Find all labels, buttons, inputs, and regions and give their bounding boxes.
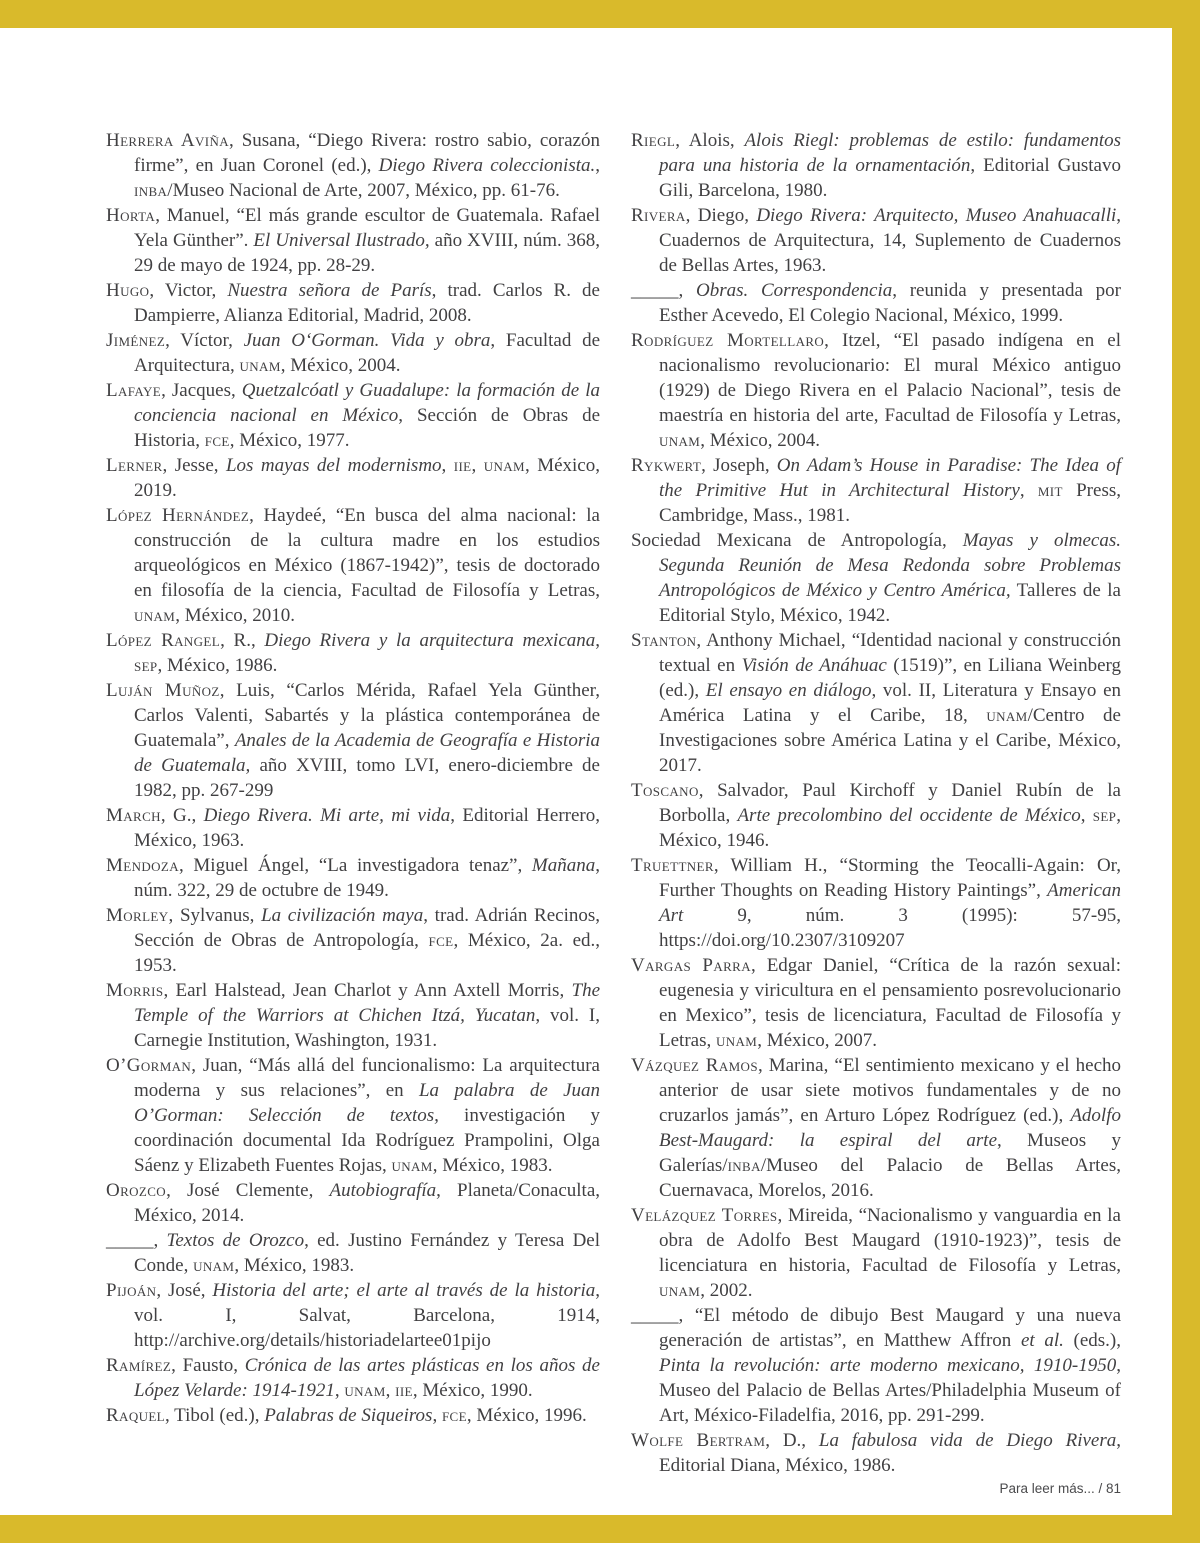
bib-author: Morley — [106, 905, 169, 926]
bib-title: La palabra de Juan O’Gorman: Selección de textos, — [134, 1080, 600, 1126]
bib-entry — [631, 328, 1121, 453]
bib-author: Rivera — [631, 205, 686, 226]
bib-entry — [631, 853, 1121, 953]
bib-entry — [631, 628, 1121, 778]
bib-author: Stanton — [631, 630, 697, 651]
bib-entry — [106, 628, 600, 678]
bib-author: fce — [441, 1405, 467, 1426]
bib-text: , Fausto, — [171, 1355, 245, 1376]
bib-text: , Earl Halstead, Jean Charlot y Ann Axtell Morris, — [163, 980, 572, 1001]
bib-entry — [631, 778, 1121, 853]
bib-author: Lafaye — [106, 380, 162, 401]
bib-entry — [106, 903, 600, 978]
bib-author: sep — [1092, 805, 1117, 826]
bib-author: unam — [483, 455, 525, 476]
bib-title: Pinta la revolución: arte moderno mexicano, 1910-1950 — [659, 1355, 1117, 1376]
bib-author: unam — [239, 355, 281, 376]
bib-author: iie — [453, 455, 472, 476]
bib-text: , México, 1996. — [466, 1405, 587, 1426]
bib-text: , México, 1986. — [157, 655, 278, 676]
bib-author: Horta — [106, 205, 156, 226]
bib-text: , Editorial Diana, México, 1986. — [659, 1430, 1121, 1476]
bib-author: fce — [204, 430, 230, 451]
bib-text: , Juan, “Más allá del funcionalismo: La arquitectura moderna y sus relaciones”, en — [134, 1055, 600, 1101]
bib-text: , trad. Adrián Recinos, Sección de Obras de Antropología, — [134, 905, 600, 951]
bib-text: , ed. Justino Fernández y Teresa Del Conde, — [134, 1230, 601, 1276]
bib-entry — [106, 203, 600, 278]
bib-text: , México, 2004. — [280, 355, 401, 376]
bib-text: , Mireida, “Nacionalismo y vanguardia en la obra de Adolfo Best Maugard (1910-1923)”, tesis de licenciatura en historia, Facultad de Filosofía y Letras, — [659, 1205, 1121, 1276]
bib-entry — [106, 378, 600, 453]
bib-entry — [106, 1278, 600, 1353]
bib-author: López Rangel — [106, 630, 221, 651]
bib-text: , Alois, — [675, 130, 745, 151]
bib-title: Historia del arte; el arte al través de la historia — [212, 1280, 596, 1301]
bib-entry — [631, 1428, 1121, 1478]
bib-entry — [631, 1203, 1121, 1303]
bib-title: Anales de la Academia de Geografía e Historia de Guatemala, — [134, 730, 600, 776]
bib-entry — [106, 128, 600, 203]
bib-text: , Joseph, — [701, 455, 777, 476]
bib-text: , R., — [220, 630, 265, 651]
bib-text: , — [385, 1380, 396, 1401]
bib-author: Luján Muñoz — [106, 680, 220, 701]
bib-text: , núm. 322, 29 de octubre de 1949. — [134, 855, 600, 901]
bib-entry — [106, 1178, 600, 1228]
bib-text: , México, 2007. — [757, 1030, 878, 1051]
bib-author: unam — [391, 1155, 433, 1176]
bib-title: Diego Rivera. Mi arte, mi vida — [203, 805, 451, 826]
bib-text: , vol. I, Salvat, Barcelona, 1914, http://archive.org/details/historiadelartee01pijo — [134, 1280, 600, 1351]
bib-text: año XVIII, tomo LVI, enero-diciembre de 1982, pp. 267-299 — [134, 755, 600, 801]
bib-author: inba — [134, 180, 168, 201]
bib-text: _____, “El método de dibujo Best Maugard y una nueva generación de artistas”, en Matthew Affron — [631, 1305, 1121, 1351]
bib-author: sep — [134, 655, 158, 676]
bib-text: , Marina, “El sentimiento mexicano y el hecho anterior de usar siete motivos fundamentales y de no cruzarlos jamás”, en Arturo López Rodríguez (ed.), — [659, 1055, 1121, 1126]
bib-title: Mañana — [531, 855, 596, 876]
bib-text: , Cuadernos de Arquitectura, 14, Suplemento de Cuadernos de Bellas Artes, 1963. — [659, 205, 1122, 276]
bib-author: unam — [715, 1030, 758, 1051]
bib-text: , — [1080, 805, 1093, 826]
bibliography — [106, 128, 1121, 1478]
bib-author: iie — [395, 1380, 413, 1401]
bib-title: Diego Rivera coleccionista. — [378, 155, 596, 176]
bib-entry — [106, 1353, 600, 1403]
bib-text: año XVIII, núm. 368, 29 de mayo de 1924, pp. 28-29. — [134, 230, 600, 276]
bibliography-column-left — [106, 128, 600, 1478]
bib-entry — [106, 1053, 600, 1178]
bib-text: , México, 1990. — [412, 1380, 533, 1401]
bib-author: Ramírez — [106, 1355, 172, 1376]
bib-entry — [106, 678, 600, 803]
bib-text: , Editorial Gustavo Gili, Barcelona, 1980. — [659, 155, 1121, 201]
bib-author: Pijoán — [106, 1280, 157, 1301]
bib-title: Los mayas del modernismo — [225, 455, 442, 476]
bib-entry — [106, 853, 600, 903]
bib-entry — [106, 328, 600, 378]
bib-text: (1519)”, en Liliana Weinberg (ed.), — [659, 655, 1122, 701]
bib-text: _____, — [631, 280, 696, 301]
bib-text: 9, núm. 3 (1995): 57-95, https://doi.org/10.2307/3109207 — [659, 905, 1121, 951]
bib-text: , vol. I, Carnegie Institution, Washington, 1931. — [134, 1005, 601, 1051]
bib-title: Diego Rivera y la arquitectura mexicana — [264, 630, 596, 651]
bib-entry — [631, 278, 1121, 328]
bib-text: /Centro de Investigaciones sobre América Latina y el Caribe, México, 2017. — [659, 705, 1121, 776]
bib-author: mit — [1037, 480, 1063, 501]
bib-text: , Haydeé, “En busca del alma nacional: la construcción de la cultura madre en los estudios arqueológicos en México (1867-1942)”, tesis de doctorado en filosofía de la ciencia, Facultad de Filosofía y Letras, — [134, 505, 600, 601]
bib-title: Adolfo Best-Maugard: la espiral del arte — [659, 1105, 1121, 1151]
bib-author: Raquel — [106, 1405, 165, 1426]
bib-author: Lerner — [106, 455, 163, 476]
bib-text: , Tibol (ed.), — [165, 1405, 265, 1426]
bib-author: Vázquez Ramos — [631, 1055, 758, 1076]
bib-author: unam — [134, 605, 176, 626]
bib-title: Juan O‘Gorman. Vida y obra — [243, 330, 491, 351]
bib-text: , Edgar Daniel, “Crítica de la razón sexual: eugenesia y viricultura en el pensamiento posrevolucionario en Mexico”, tesis de licenciatura, Facultad de Filosofía y Letras, — [659, 955, 1121, 1051]
bib-entry — [106, 978, 600, 1053]
bib-author: Velázquez Torres — [631, 1205, 778, 1226]
bib-text: , G., — [160, 805, 204, 826]
bib-text: , Facultad de Arquitectura, — [134, 330, 601, 376]
bib-entry — [631, 1053, 1121, 1203]
bib-text: , Miguel Ángel, “La investigadora tenaz”, — [179, 855, 532, 876]
bib-title: Quetzalcóatl y Guadalupe: la formación de la conciencia nacional en México — [134, 380, 600, 426]
bib-title: La civilización maya — [261, 905, 424, 926]
bib-entry — [106, 503, 600, 628]
bibliography-column-right — [631, 128, 1121, 1478]
bib-text: , José, — [156, 1280, 213, 1301]
bib-text: , — [1019, 480, 1038, 501]
bib-author: unam — [659, 430, 701, 451]
accent-band-top — [0, 0, 1200, 28]
bib-text: , Museos y Galerías/ — [659, 1130, 1121, 1176]
bib-text: , 2002. — [700, 1280, 753, 1301]
bib-title: Visión de Anáhuac — [741, 655, 887, 676]
bib-text: , México, 1977. — [229, 430, 350, 451]
bib-author: Herrera Aviña — [106, 130, 230, 151]
bib-text: /Museo del Palacio de Bellas Artes, Cuernavaca, Morelos, 2016. — [659, 1155, 1121, 1201]
footer-text: Para leer más... / 81 — [999, 1481, 1121, 1496]
bib-author: O’Gorman — [106, 1055, 192, 1076]
bib-entry — [106, 803, 600, 853]
bib-text: , William H., “Storming the Teocalli-Again: Or, Further Thoughts on Reading History Paintings”, — [659, 855, 1121, 901]
bib-text: , Susana, “Diego Rivera: rostro sabio, corazón firme”, en Juan Coronel (ed.), — [134, 130, 600, 176]
bib-text: , — [334, 1380, 345, 1401]
bib-entry — [106, 1228, 600, 1278]
bib-text: , reunida y presentada por Esther Acevedo, El Colegio Nacional, México, 1999. — [659, 280, 1121, 326]
bib-author: unam — [193, 1255, 235, 1276]
bib-text: , Jesse, — [162, 455, 226, 476]
bib-text: , Anthony Michael, “Identidad nacional y construcción textual en — [659, 630, 1121, 676]
page-footer — [999, 1481, 1121, 1496]
accent-band-right — [1172, 0, 1200, 1543]
bib-text: Sociedad Mexicana de Antropología, — [631, 530, 963, 551]
bib-author: Jiménez — [106, 330, 166, 351]
bib-entry — [631, 453, 1121, 528]
bib-title: El ensayo en diálogo — [705, 680, 872, 701]
bib-entry — [631, 128, 1121, 203]
bib-text: (eds.), — [1063, 1330, 1122, 1351]
bib-author: Toscano — [631, 780, 699, 801]
bib-author: Rykwert — [631, 455, 702, 476]
bib-author: López Hernández — [106, 505, 250, 526]
bib-text: , México, 1946. — [659, 805, 1121, 851]
bib-title: Nuestra señora de París — [227, 280, 432, 301]
bib-text: , Museo del Palacio de Bellas Artes/Philadelphia Museum of Art, México-Filadelfia, 2016, pp. 291-299. — [659, 1355, 1121, 1426]
bib-title: La fabulosa vida de Diego Rivera — [818, 1430, 1117, 1451]
bib-title: Crónica de las artes plásticas en los años de López Velarde: 1914-1921 — [134, 1355, 600, 1401]
bib-text: Press, Cambridge, Mass., 1981. — [659, 480, 1121, 526]
bib-author: Riegl — [631, 130, 676, 151]
accent-band-bottom — [0, 1515, 1200, 1543]
bib-title: et al. — [1020, 1330, 1064, 1351]
bib-title: American Art — [659, 880, 1121, 926]
bib-title: Palabras de Siqueiros — [264, 1405, 433, 1426]
bib-author: Mendoza — [106, 855, 179, 876]
bib-author: Truettner — [631, 855, 714, 876]
bib-text: , D., — [765, 1430, 819, 1451]
bib-title: El Universal Ilustrado, — [253, 230, 430, 251]
bib-author: inba — [727, 1155, 761, 1176]
bib-title: Obras. Correspondencia — [696, 280, 893, 301]
bib-text: /Museo Nacional de Arte, 2007, México, pp. 61-76. — [167, 180, 560, 201]
bib-title: On Adam’s House in Paradise: The Idea of the Primitive Hut in Architectural History — [659, 455, 1121, 501]
bib-title: Arte precolombino del occidente de México — [737, 805, 1081, 826]
bib-text: , México, 2010. — [175, 605, 296, 626]
bib-text: , — [432, 1405, 442, 1426]
bib-author: Orozco — [106, 1180, 167, 1201]
bib-text: , Víctor, — [165, 330, 244, 351]
bib-text: , Jacques, — [161, 380, 242, 401]
bib-author: Vargas Parra — [631, 955, 751, 976]
bib-text: , Salvador, Paul Kirchoff y Daniel Rubín de la Borbolla, — [659, 780, 1121, 826]
bib-text: , Luis, “Carlos Mérida, Rafael Yela Günther, Carlos Valenti, Sabartés y la plástica contemporánea de Guatemala”, — [134, 680, 600, 751]
bib-entry — [106, 453, 600, 503]
bib-text: Talleres de la Editorial Stylo, México, 1942. — [659, 580, 1121, 626]
bib-text: , Itzel, “El pasado indígena en el nacionalismo revolucionario: El mural México antiguo (1929) de Diego Rivera en el Palacio Nacional”, tesis de maestría en historia del arte, Facultad de Filosofía y Letras, — [659, 330, 1121, 426]
bib-entry — [631, 528, 1121, 628]
bib-text: , México, 2004. — [700, 430, 821, 451]
bib-text: , José Clemente, — [166, 1180, 330, 1201]
bib-author: unam — [986, 705, 1028, 726]
bib-entry — [631, 1303, 1121, 1428]
bib-author: fce — [428, 930, 454, 951]
bib-entry — [631, 953, 1121, 1053]
bib-text: , México, 1983. — [432, 1155, 553, 1176]
bib-title: Mayas y olmecas. Segunda Reunión de Mesa Redonda sobre Problemas Antropológicos de México y Centro América, — [659, 530, 1121, 601]
bib-text: , — [595, 630, 600, 651]
bib-text: , México, 2019. — [134, 455, 600, 501]
bib-text: , — [471, 455, 484, 476]
bib-text: , — [595, 155, 601, 176]
bib-title: Diego Rivera: Arquitecto, Museo Anahuacalli — [756, 205, 1117, 226]
bib-title: The Temple of the Warriors at Chichen Itzá, Yucatan — [134, 980, 600, 1026]
bib-author: unam — [659, 1280, 701, 1301]
bib-title: Textos de Orozco — [166, 1230, 305, 1251]
bib-text: , Sección de Obras de Historia, — [134, 405, 600, 451]
bib-text: , trad. Carlos R. de Dampierre, Alianza Editorial, Madrid, 2008. — [134, 280, 600, 326]
bib-text: , — [441, 455, 454, 476]
bib-text: , Planeta/Conaculta, México, 2014. — [134, 1180, 601, 1226]
bib-text: , México, 2a. ed., 1953. — [134, 930, 601, 976]
bib-text: , Manuel, “El más grande escultor de Guatemala. Rafael Yela Günther”. — [134, 205, 600, 251]
bib-text: , Diego, — [685, 205, 757, 226]
bib-text: , Editorial Herrero, México, 1963. — [134, 805, 600, 851]
bib-author: unam — [344, 1380, 386, 1401]
bib-author: Hugo — [106, 280, 150, 301]
bib-text: investigación y coordinación documental Ida Rodríguez Prampolini, Olga Sáenz y Elizabeth Fuentes Rojas, — [134, 1105, 600, 1176]
bib-author: March — [106, 805, 161, 826]
bib-text: , México, 1983. — [234, 1255, 355, 1276]
bib-author: Rodríguez Mortellaro — [631, 330, 825, 351]
bib-text: , vol. II, Literatura y Ensayo en América Latina y el Caribe, 18, — [659, 680, 1122, 726]
bib-entry — [106, 278, 600, 328]
bib-text: , Sylvanus, — [168, 905, 262, 926]
bib-title: Autobiografía — [329, 1180, 437, 1201]
bib-text: _____, — [106, 1230, 167, 1251]
bib-text: , Victor, — [149, 280, 228, 301]
bib-author: Wolfe Bertram — [631, 1430, 766, 1451]
bib-entry — [631, 203, 1121, 278]
bib-entry — [106, 1403, 600, 1428]
bib-title: Alois Riegl: problemas de estilo: fundamentos para una historia de la ornamentación — [659, 130, 1122, 176]
bib-author: Morris — [106, 980, 164, 1001]
